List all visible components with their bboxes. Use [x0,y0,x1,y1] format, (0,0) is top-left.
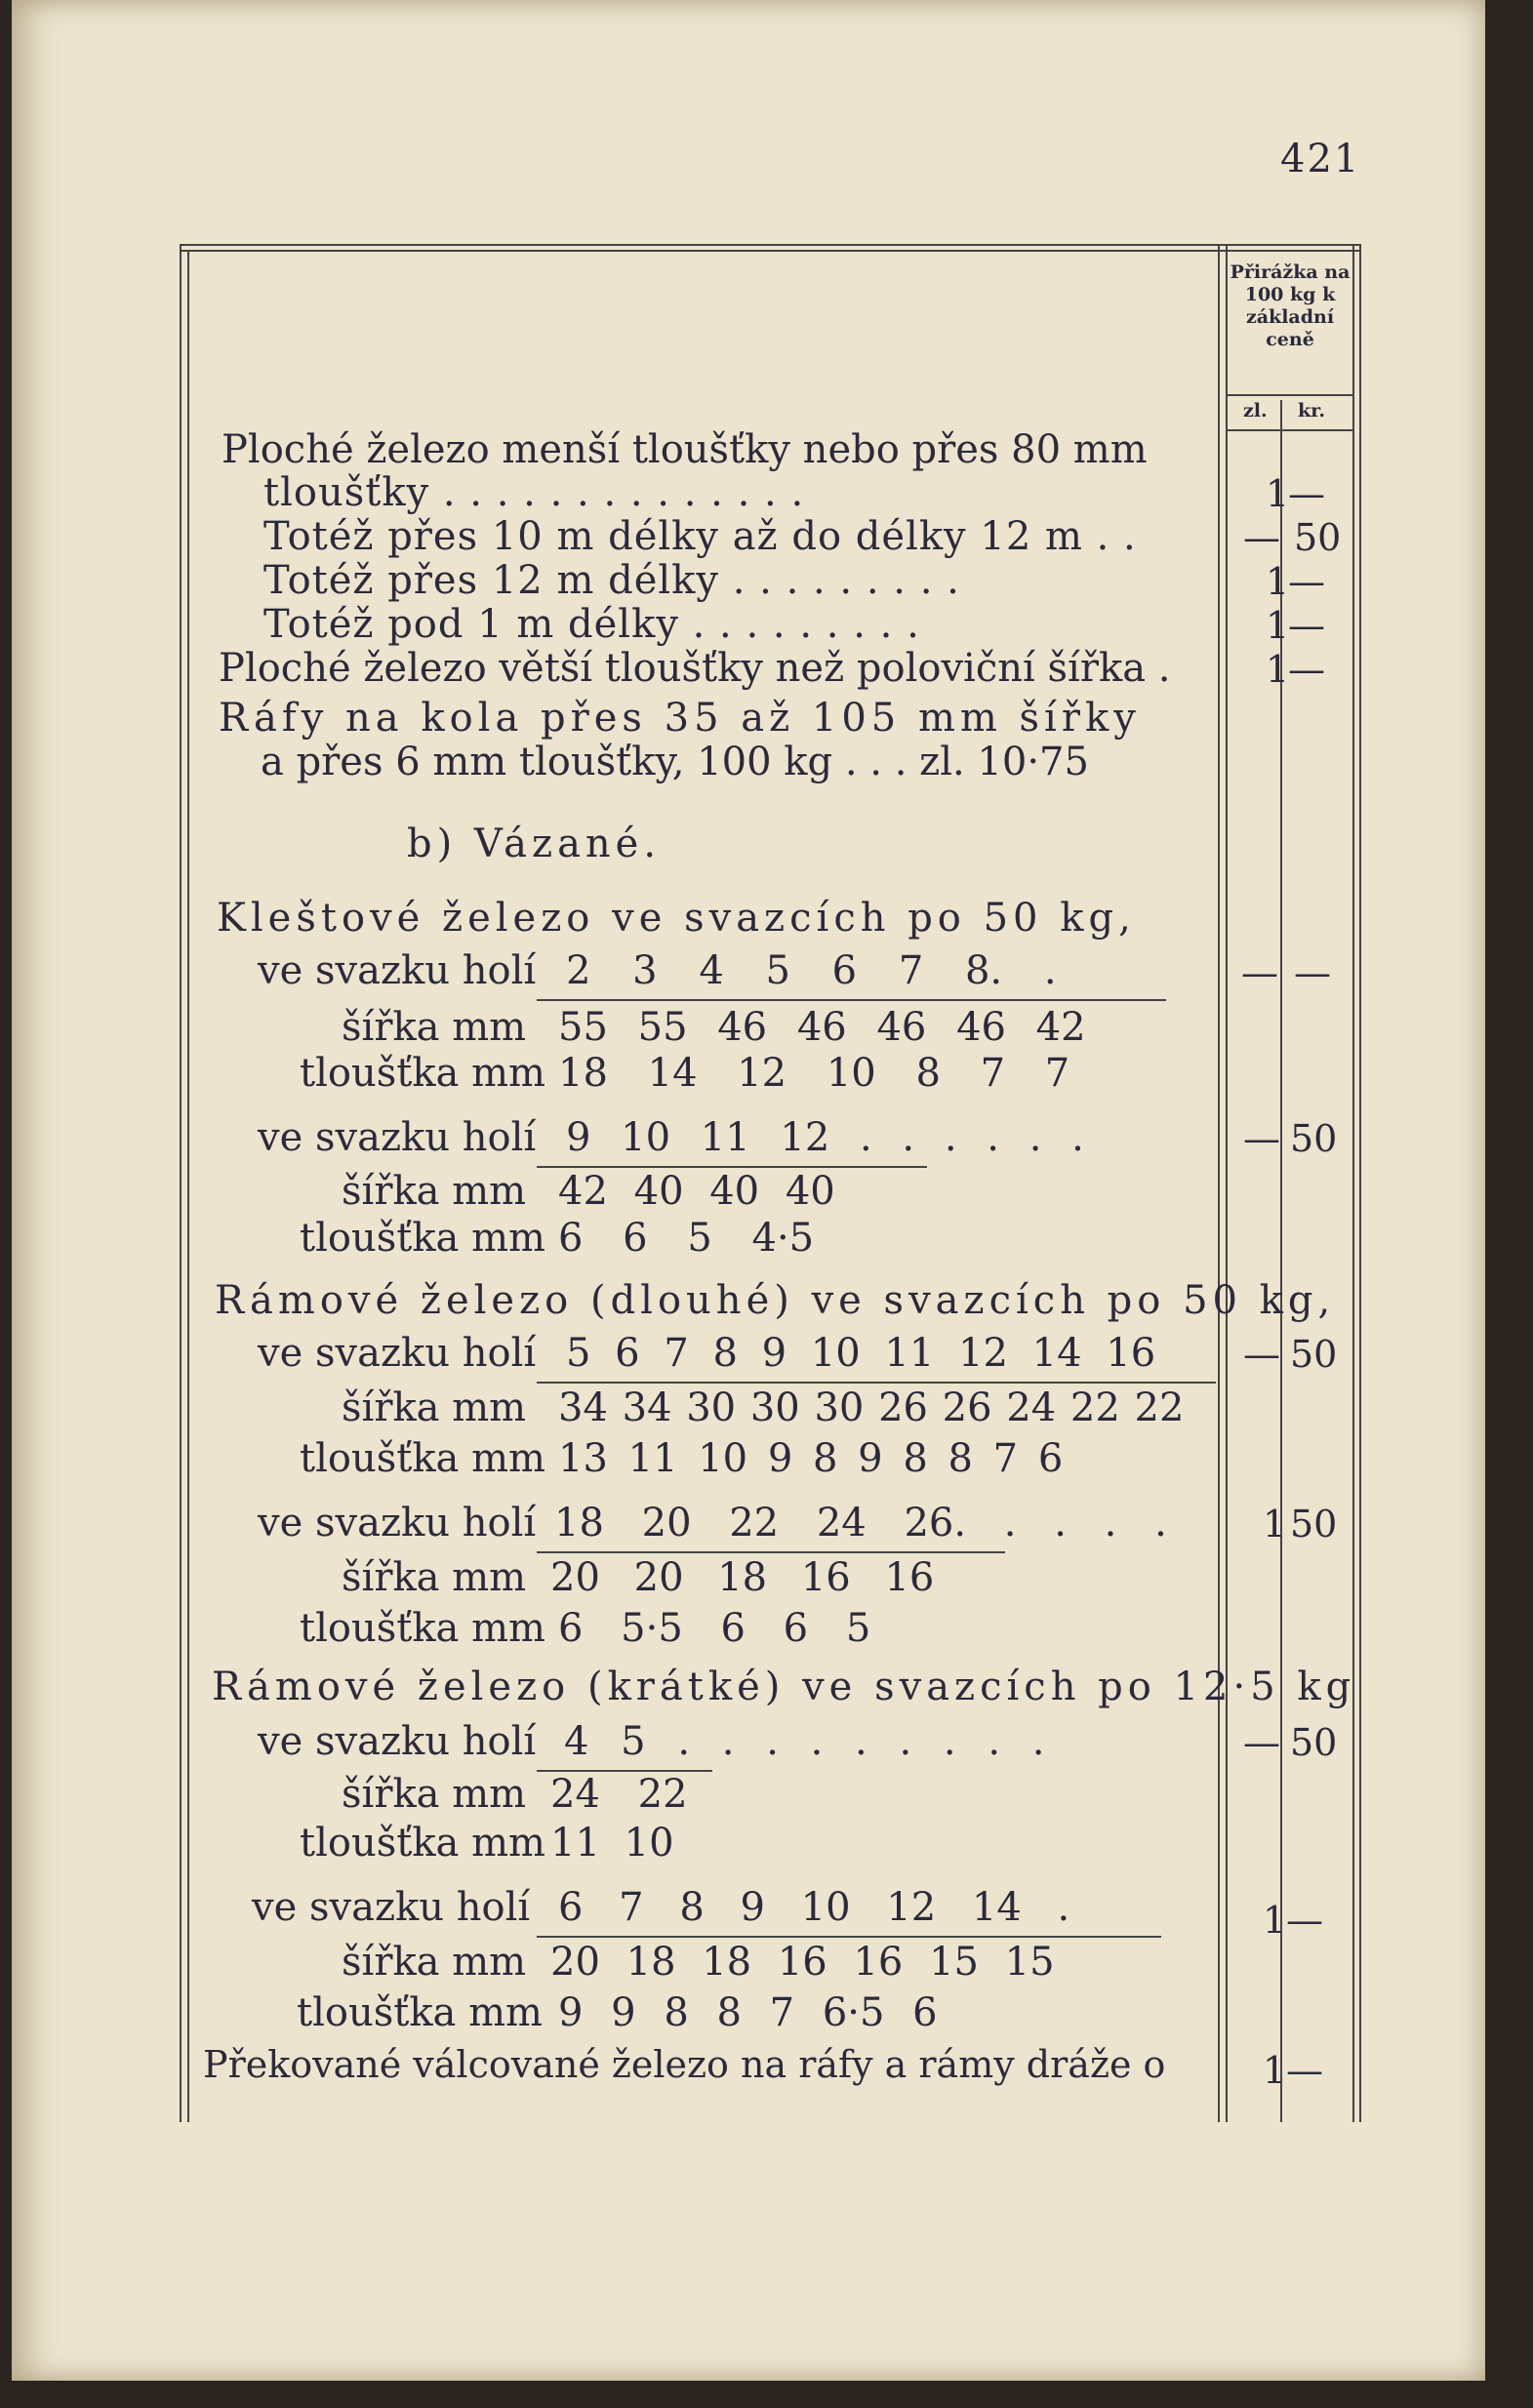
header-kr: kr. [1298,400,1326,421]
zl-value: — [1243,516,1280,559]
holi-values: 18 20 22 24 26. . . . . [554,1501,1167,1545]
zl-value: 1 [1266,472,1290,515]
label-tloustka: tloušťka mm [300,1436,545,1481]
kr-value: 50 [1290,1117,1338,1160]
kr-value: 50 [1290,1503,1338,1545]
holi-values: 4 5 . . . . . . . . . [564,1719,1045,1764]
label-sirka: šířka mm [342,1005,527,1050]
holi-values: 6 7 8 9 10 12 14 . [558,1885,1070,1930]
underline [537,1936,1161,1938]
tloustka-values: 18 14 12 10 8 7 7 [558,1051,1070,1096]
row-text: Překované válcované železo na ráfy a rámy dráže o [203,2043,1166,2086]
holi-values: 5 6 7 8 9 10 11 12 14 16 [566,1331,1156,1376]
section-heading: b) Vázané. [407,822,662,866]
kr-value: — [1294,951,1331,994]
sirka-values: 55 55 46 46 46 46 42 [558,1005,1086,1050]
label-holi: ve svazku holí [258,948,537,993]
column-divider-2 [1226,244,1228,2122]
sirka-values: 20 18 18 16 16 15 15 [550,1940,1055,1985]
row-text: Ploché železo menší tloušťky nebo přes 80 mm [222,427,1148,472]
row-text: Totéž přes 10 m délky až do délky 12 m . . [263,514,1137,559]
left-border [180,244,182,2122]
header-zl: zl. [1243,400,1268,421]
label-tloustka: tloušťka mm [300,1606,545,1651]
zl-value: 1 [1263,2049,1287,2092]
label-holi: ve svazku holí [252,1885,531,1930]
top-rule [180,244,1360,246]
kr-value: — [1288,648,1325,691]
label-tloustka: tloušťka mm [300,1216,545,1261]
zl-value: 1 [1263,1899,1287,1942]
group-title: Rámové železo (dlouhé) ve svazcích po 50 kg, [215,1278,1336,1323]
kr-value: 50 [1290,1333,1338,1376]
label-sirka: šířka mm [342,1169,527,1214]
tloustka-values: 13 11 10 9 8 9 8 8 7 6 [558,1436,1064,1481]
right-border-2 [1359,244,1361,2122]
kr-value: — [1288,604,1325,647]
zl-value: — [1243,1333,1280,1376]
column-divider [1218,244,1220,2122]
underline [537,999,1166,1001]
label-sirka: šířka mm [342,1772,527,1817]
row-text: Totéž přes 12 m délky . . . . . . . . . [263,558,960,603]
kr-value: 50 [1290,1721,1338,1764]
tloustka-values: 11 10 [550,1821,674,1866]
right-border [1352,244,1354,2122]
label-tloustka: tloušťka mm [300,1821,545,1866]
sirka-values: 42 40 40 40 [558,1169,835,1214]
zl-value: 1 [1266,648,1290,691]
label-holi: ve svazku holí [258,1719,537,1764]
holi-values: 2 3 4 5 6 7 8. . [566,948,1057,993]
header-rule [1226,394,1352,396]
kr-value: — [1288,560,1325,603]
tloustka-values: 6 6 5 4·5 [558,1216,815,1261]
underline [537,1551,1005,1553]
label-holi: ve svazku holí [258,1115,537,1160]
label-sirka: šířka mm [342,1940,527,1985]
row-text: tloušťky . . . . . . . . . . . . . . [263,470,805,515]
top-rule-2 [180,250,1360,252]
row-text: Ráfy na kola přes 35 až 105 mm šířky [219,696,1141,741]
tloustka-values: 6 5·5 6 6 5 [558,1606,871,1651]
label-tloustka: tloušťka mm [297,1990,543,2035]
holi-values: 9 10 11 12 . . . . . . [566,1115,1084,1160]
row-text: Totéž pod 1 m délky . . . . . . . . . [263,602,920,647]
label-tloustka: tloušťka mm [300,1051,545,1096]
surcharge-header: Přirážka na 100 kg k základní ceně [1230,261,1351,350]
label-sirka: šířka mm [342,1385,527,1430]
book-page [12,0,1485,2381]
sirka-values: 34 34 30 30 30 26 26 24 22 22 [558,1385,1185,1430]
header-rule-2 [1226,429,1352,431]
kr-value: — [1288,472,1325,515]
row-text: a přes 6 mm tloušťky, 100 kg . . . zl. 10·75 [261,740,1089,784]
left-border-2 [187,250,189,2122]
kr-value: — [1286,1899,1323,1942]
zl-value: — [1241,951,1278,994]
label-sirka: šířka mm [342,1555,527,1600]
sirka-values: 20 20 18 16 16 [550,1555,935,1600]
sirka-values: 24 22 [550,1772,688,1817]
label-holi: ve svazku holí [258,1331,537,1376]
label-holi: ve svazku holí [258,1501,537,1545]
underline [537,1382,1216,1384]
tloustka-values: 9 9 8 8 7 6·5 6 [558,1990,938,2035]
zl-value: 1 [1266,604,1290,647]
zl-value: 1 [1263,1503,1287,1545]
page-number: 421 [1280,137,1361,181]
kr-value: — [1286,2049,1323,2092]
group-title: Kleštové železo ve svazcích po 50 kg, [217,896,1136,941]
zl-value: — [1243,1721,1280,1764]
zl-value: 1 [1266,560,1290,603]
group-title: Rámové železo (krátké) ve svazcích po 12·5 kg [212,1665,1356,1709]
zl-value: — [1243,1117,1280,1160]
row-text: Ploché železo větší tloušťky než poloviční šířka . [219,646,1171,691]
kr-value: 50 [1294,516,1342,559]
underline [537,1166,927,1168]
